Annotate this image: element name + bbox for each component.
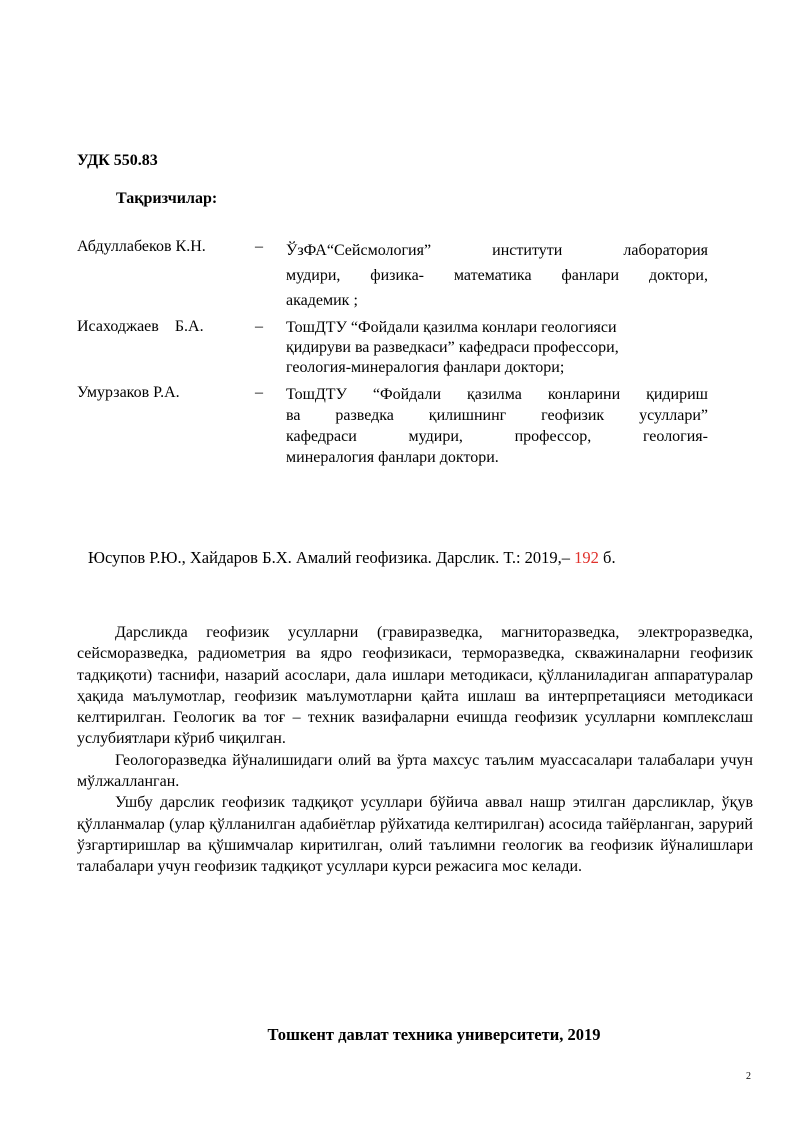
reviewer-desc-line: кафедраси мудири, профессор, геология- xyxy=(286,428,708,445)
reviewer-desc-line: ТошДТУ “Фойдали қазилма конлари геологияси xyxy=(286,319,617,336)
reviewers-heading: Тақризчилар: xyxy=(116,190,218,207)
reviewer-desc-line: минералогия фанлари доктори. xyxy=(286,449,499,466)
reviewer-desc-line: ТошДТУ “Фойдали қазилма конларини қидириш xyxy=(286,386,708,403)
reviewer-description xyxy=(286,384,708,468)
page-number: 2 xyxy=(746,1071,751,1082)
abstract-paragraph: Геологоразведка йўналишидаги олий ва ўрта махсус таълим муассасалари талабалари учун мўлжалланган. xyxy=(77,751,753,791)
bibliographic-reference xyxy=(88,548,616,568)
reviewer-dash: – xyxy=(255,384,263,401)
reviewer-desc-line: академик ; xyxy=(286,292,358,309)
biblio-page-count: 192 xyxy=(574,548,599,567)
reviewer-description xyxy=(286,318,708,378)
udk-code: УДК 550.83 xyxy=(77,152,158,169)
reviewer-description xyxy=(286,238,708,313)
publisher-footer: Тошкент давлат техника университети, 2019 xyxy=(267,1025,601,1044)
reviewer-desc-line: қидируви ва разведкаси” кафедраси профессори, xyxy=(286,339,619,356)
reviewer-dash: – xyxy=(255,318,263,335)
reviewer-name: Умурзаков Р.А. xyxy=(77,384,180,401)
biblio-suffix: б. xyxy=(598,548,616,567)
biblio-text: Юсупов Р.Ю., Хайдаров Б.Х. Амалий геофизика. Дарслик. Т.: 2019,– xyxy=(88,548,575,567)
abstract-paragraph: Дарсликда геофизик усулларни (гравиразведка, магниторазведка, электроразведка, сейсморазведка, радиометрия ва ядро геофизикаси, терморазведка, скважиналарни геофизик тадқиқоти) таснифи, назарий асослари, дала ишлари методикаси, қўлланиладиган аппаратуралар ҳақида маълумотлар, геофизик маълумотларни қайта ишлаш ва интерпретацияси методикаси келтирилган. Геологик ва тоғ – техник вазифаларни ечишда геофизик усулларни комплекслаш услубиятлари кўриб чиқилган. xyxy=(77,624,753,748)
reviewer-desc-line: ЎзФА“Сейсмология” институти лаборатория xyxy=(286,242,708,259)
reviewer-desc-line: ва разведка қилишнинг геофизик усуллари” xyxy=(286,407,708,424)
reviewer-dash: – xyxy=(255,238,263,255)
abstract-paragraph: Ушбу дарслик геофизик тадқиқот усуллари бўйича аввал нашр этилган дарсликлар, ўқув қўлланмалар (улар қўлланилган адабиётлар рўйхатида келтирилган) асосида тайёрланган, зарурий ўзгартиришлар ва қўшимчалар киритилган, олий таълимни геологик ва геофизик йўналишлари талабалари учун геофизик тадқиқот усуллари курси режасига мос келади. xyxy=(77,794,753,876)
reviewer-desc-line: мудири, физика- математика фанлари доктори, xyxy=(286,267,708,284)
reviewer-name: Абдуллабеков К.Н. xyxy=(77,238,206,255)
reviewer-desc-line: геология-минералогия фанлари доктори; xyxy=(286,359,565,376)
reviewer-name: Исаходжаев Б.А. xyxy=(77,318,204,335)
abstract xyxy=(77,622,753,878)
